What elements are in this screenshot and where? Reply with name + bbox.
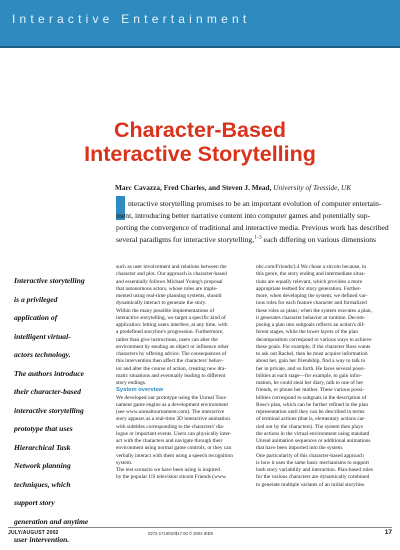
body-line: that autonomous actors, whose roles are imple-: [116, 285, 218, 292]
body-line: interactive storytelling, we target a specific kind of: [116, 314, 226, 321]
pull-quote-line: actors technology.: [14, 350, 71, 359]
body-line: with subtitles corresponding to the characters' dia-: [116, 423, 225, 430]
body-line: to ask out Rachel, then he must acquire information: [256, 351, 368, 357]
body-line: ior and alter the course of action, creating new dra-: [116, 365, 227, 372]
body-line: mented using real-time planning systems, should: [116, 293, 222, 299]
intro-line-tail: each differing on various dimensions: [261, 235, 376, 245]
pull-quote-line: techniques, which: [14, 479, 71, 489]
body-line: these goals. For example, if the character Ross wants: [256, 343, 371, 350]
body-line: decomposition correspond to various ways to achieve: [256, 336, 372, 343]
body-line: by the popular US television sitcom Friends (www.: [116, 474, 227, 481]
intro-line: ment, introducing better narrative content into computer games and potentially sup-: [116, 211, 371, 221]
pull-quote-line: is a privileged: [14, 294, 58, 304]
body-line: for the various characters are dynamically combined: [256, 474, 370, 481]
article-title: [0, 118, 400, 166]
body-line: representation until they can be described in terms: [256, 409, 365, 415]
body-line: bilities at each stage—for example, to gain infor-: [256, 372, 362, 379]
page-number: 17: [384, 529, 392, 536]
body-line: friends, or phone her mother. These various possi-: [256, 387, 365, 394]
body-line: Unreal animation sequences or additional animations: [256, 438, 371, 444]
body-line: both story variability and interaction. Plan-based roles: [256, 467, 373, 473]
body-line: application: letting users interfere, at any time, with: [116, 322, 228, 328]
author-affiliation: University of Teesside, UK: [273, 183, 352, 192]
body-column-2: [256, 264, 393, 489]
body-line: Ross's plan, which can be further refined in the plan: [256, 401, 369, 408]
pull-quote-line: The authors introduce: [14, 368, 85, 378]
byline: [115, 183, 351, 192]
body-line: of terminal actions (that is, elementary actions car-: [256, 416, 366, 423]
body-line: these roles as plans; when the system executes a plan,: [256, 307, 372, 314]
body-line: bilities correspond to subgoals in the description of: [256, 394, 367, 401]
body-line: posing a plan into subgoals reflects an action's dif-: [256, 322, 366, 328]
body-line: a predefined storyline's progression. Furthermore,: [116, 329, 224, 336]
page-footer: [8, 527, 392, 538]
pull-quote-line: application of: [14, 313, 58, 322]
body-line: act with the characters and navigate through their: [116, 438, 223, 444]
pull-quote-line: their character-based: [14, 387, 81, 396]
pull-quote-line: Network planning: [14, 461, 71, 470]
body-line: it generates character behavior at runtime. Decom-: [256, 314, 366, 321]
body-line: ferent stages, while the lower layers of the plan: [256, 329, 358, 336]
body-line: environment by stealing an object or influence other: [116, 343, 229, 350]
body-line: verbally interact with them using a speech recognition: [116, 452, 233, 459]
pull-quote-line: user intervention.: [14, 535, 70, 544]
body-line: appropriate testbed for story generation. Further-: [256, 285, 362, 292]
body-line: matic situations and eventually leading to different: [116, 372, 226, 379]
body-line: system.: [116, 459, 133, 466]
article-title-line-2: Interactive Storytelling: [84, 142, 316, 166]
pull-quote-line: prototype that uses: [14, 424, 73, 433]
body-line: rather than give instructions, users can alter the: [116, 336, 218, 343]
intro-paragraph: [116, 198, 391, 246]
issue-date: JULY/AUGUST 2002: [8, 530, 59, 536]
body-line: more, when developing the system, we defined var-: [256, 293, 368, 299]
body-line: character and plot. Our approach is character-based: [116, 271, 227, 278]
body-line: is how it uses the same basic mechanisms to support: [256, 459, 370, 466]
intro-reference-sup: 1–3: [254, 235, 262, 241]
body-line: tions are equally relevant, which provides a more: [256, 278, 363, 285]
body-line: ried out by the characters). The system then plays: [256, 423, 363, 430]
body-line: about her, gain her friendship, find a way to talk to: [256, 358, 366, 365]
body-column-1: [116, 264, 247, 482]
body-line: this intervention then affect the characters' behav-: [116, 358, 224, 365]
body-line: We developed our prototype using the Unreal Tour-: [116, 394, 228, 401]
body-line: The test scenario we have been using is inspired: [116, 467, 220, 473]
pull-quote-line: interactive storytelling: [14, 405, 84, 415]
body-line: logue or important events. Users can physically inter-: [116, 430, 232, 437]
body-line: environment using normal game controls, or they can: [116, 445, 232, 452]
section-banner-label: Interactive Entertainment: [12, 12, 251, 26]
body-line: story endings.: [116, 380, 147, 386]
pull-quote-line: Hierarchical Task: [14, 442, 71, 452]
pull-quote-line: support story: [14, 498, 55, 507]
pull-quote-line: intelligent virtual-: [14, 331, 71, 341]
pull-quote-line: generation and anytime: [14, 516, 89, 526]
body-line: the actions in the virtual environment using standard: [256, 430, 370, 437]
article-title-line-1: Character-Based: [113, 118, 287, 142]
copyright-line: 0272-1716/02/$17.00 © 2002 IEEE: [148, 530, 214, 536]
section-banner: [0, 0, 400, 48]
body-line: this genre, the story ending and intermediate situa-: [256, 271, 366, 278]
body-line: dynamically interact to generate the story.: [116, 300, 207, 307]
body-line: One particularity of this character-based approach: [256, 452, 364, 459]
author-names: Marc Cavazza, Fred Charles, and Steven J. Mead,: [115, 183, 274, 192]
body-line: and essentially follows Michael Young's proposal: [116, 278, 223, 285]
intro-line-text: several paradigms for interactive storytelling,: [116, 235, 255, 245]
body-line: story appears as a real-time 3D interactive animation: [116, 416, 230, 423]
pull-quote: [14, 272, 106, 550]
intro-line: nteractive storytelling promises to be an important evolution of computer entertain-: [128, 199, 382, 208]
body-line: ious roles for each feature character and formalized: [256, 300, 367, 307]
intro-line: porting the convergence of traditional and interactive media. Previous work has described: [116, 223, 389, 233]
body-line: her in private, and so forth. He faces several possi-: [256, 365, 366, 372]
body-line: Within the many possible implementations of: [116, 307, 215, 314]
body-line: nbc.com/Friends/).4 We chose a sitcom because, in: [256, 264, 367, 270]
body-line: characters by offering advice. The consequences of: [116, 351, 227, 357]
pull-quote-line: Interactive storytelling: [14, 276, 85, 285]
section-heading: System overview: [116, 387, 164, 394]
body-line: that have been imported into the system.: [256, 445, 344, 452]
body-line: nament game engine as a development environment: [116, 401, 228, 408]
intro-line-last: [116, 234, 391, 246]
body-line: to generate multiple variants of an initial storyline.: [256, 481, 366, 488]
body-line: mation, he could steal her diary, talk to one of her: [256, 380, 364, 386]
body-line: (see www.unrealtournament.com). The interactive: [116, 409, 225, 415]
body-line: such as user involvement and relations between the: [116, 264, 227, 270]
